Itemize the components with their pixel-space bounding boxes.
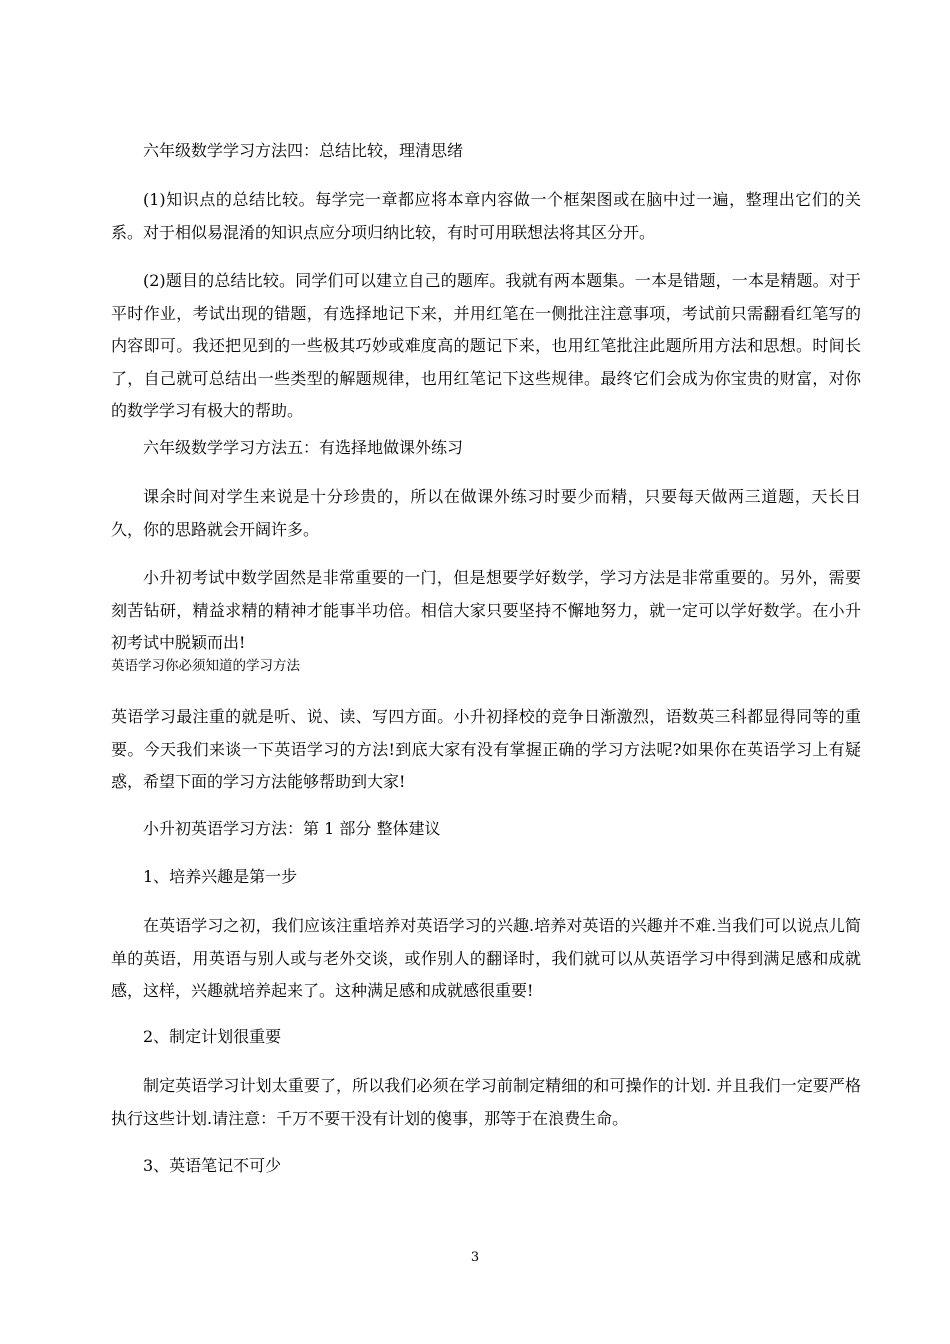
section-heading: 六年级数学学习方法四：总结比较，理清思绪 [143,141,464,160]
item-text: 制定英语学习计划太重要了，所以我们必须在学习前制定精细的和可操作的计划. 并且我们一定要严格执行这些计划.请注意：千万不要干没有计划的傻事，那等于在浪费生命。 [111,1076,861,1128]
item-heading: 1、培养兴趣是第一步 [143,867,298,886]
item-text: 在英语学习之初，我们应该注重培养对英语学习的兴趣.培养对英语的兴趣并不难.当我们可以说点儿简单的英语，用英语与别人或与老外交谈，或作别人的翻译时，我们就可以从英语学习中得到满足感和成就感，这样，兴趣就培养起来了。这种满足感和成就感很重要! [111,916,861,1000]
item-heading: 3、英语笔记不可少 [143,1156,282,1175]
article-title: 英语学习你必须知道的学习方法 [111,658,300,674]
paragraph: 小升初考试中数学固然是非常重要的一门，但是想要学好数学，学习方法是非常重要的。另外，需要刻苦钻研，精益求精的精神才能事半功倍。相信大家只要坚持不懈地努力，就一定可以学好数学。在小升初考试中脱颖而出! [111,568,861,652]
paragraph: (2)题目的总结比较。同学们可以建立自己的题库。我就有两本题集。一本是错题，一本是精题。对于平时作业，考试出现的错题，有选择地记下来，并用红笔在一侧批注注意事项，考试前只需翻看红笔写的内容即可。我还把见到的一些极其巧妙或难度高的题记下来，也用红笔批注此题所用方法和思想。时间长了，自己就可总结出一些类型的解题规律，也用红笔记下这些规律。最终它们会成为你宝贵的财富，对你的数学学习有极大的帮助。 [111,271,861,420]
part-heading: 小升初英语学习方法：第 1 部分 整体建议 [143,819,441,838]
section-heading: 六年级数学学习方法五：有选择地做课外练习 [143,438,464,457]
intro-paragraph: 英语学习最注重的就是听、说、读、写四方面。小升初择校的竞争日渐激烈，语数英三科都显得同等的重要。今天我们来谈一下英语学习的方法!到底大家有没有掌握正确的学习方法呢?如果你在英语学习上有疑惑，希望下面的学习方法能够帮助到大家! [111,707,861,791]
page-number: 3 [470,1250,480,1265]
item-heading: 2、制定计划很重要 [143,1027,282,1046]
paragraph: (1)知识点的总结比较。每学完一章都应将本章内容做一个框架图或在脑中过一遍，整理出它们的关系。对于相似易混淆的知识点应分项归纳比较，有时可用联想法将其区分开。 [111,190,861,242]
paragraph: 课余时间对学生来说是十分珍贵的，所以在做课外练习时要少而精，只要每天做两三道题，天长日久，你的思路就会开阔许多。 [111,487,861,539]
